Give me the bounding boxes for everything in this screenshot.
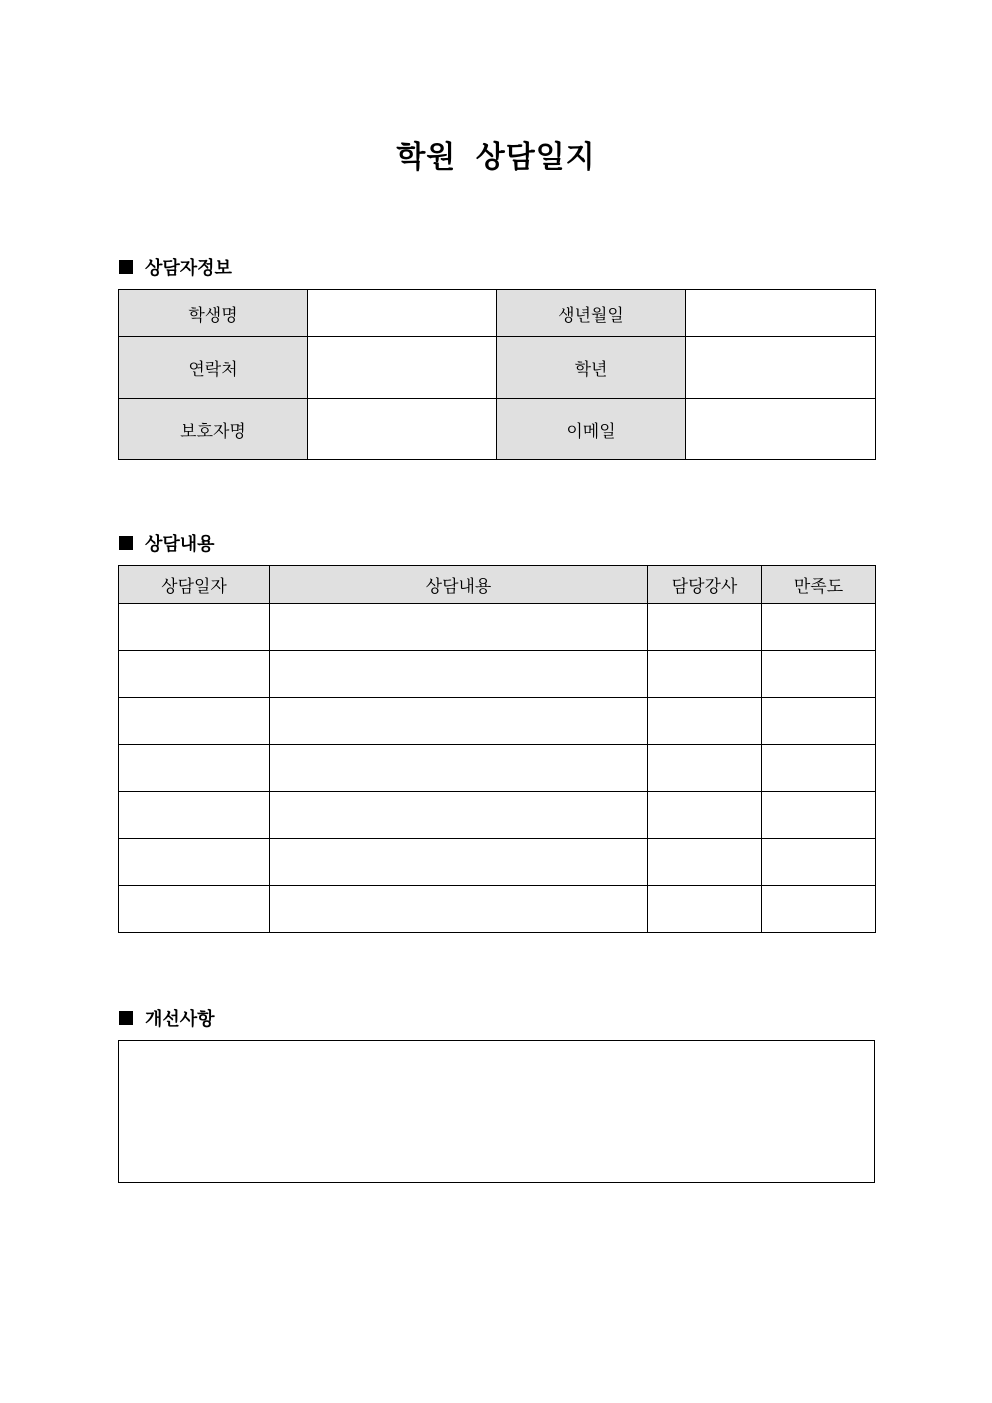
label-birthdate: 생년월일 xyxy=(497,290,686,337)
date-cell[interactable] xyxy=(119,745,270,792)
label-grade: 학년 xyxy=(497,337,686,399)
satisfaction-cell[interactable] xyxy=(762,698,876,745)
instructor-cell[interactable] xyxy=(648,745,762,792)
instructor-cell[interactable] xyxy=(648,698,762,745)
student-name-field[interactable] xyxy=(308,290,497,337)
improvements-textbox[interactable] xyxy=(118,1040,875,1183)
section-heading-label: 상담내용 xyxy=(145,534,215,555)
guardian-name-field[interactable] xyxy=(308,399,497,460)
date-cell[interactable] xyxy=(119,792,270,839)
table-header-row xyxy=(119,566,876,604)
content-cell[interactable] xyxy=(270,651,648,698)
table-row xyxy=(119,337,876,399)
satisfaction-cell[interactable] xyxy=(762,745,876,792)
consultation-table xyxy=(118,565,876,933)
content-cell[interactable] xyxy=(270,886,648,933)
column-header-content: 상담내용 xyxy=(270,566,648,604)
square-bullet-icon xyxy=(119,260,133,274)
table-row xyxy=(119,290,876,337)
content-cell[interactable] xyxy=(270,839,648,886)
instructor-cell[interactable] xyxy=(648,651,762,698)
label-contact: 연락처 xyxy=(119,337,308,399)
grade-field[interactable] xyxy=(686,337,876,399)
table-row xyxy=(119,698,876,745)
section-heading-info xyxy=(119,254,232,280)
instructor-cell[interactable] xyxy=(648,792,762,839)
content-cell[interactable] xyxy=(270,698,648,745)
satisfaction-cell[interactable] xyxy=(762,792,876,839)
date-cell[interactable] xyxy=(119,698,270,745)
section-heading-improvements xyxy=(119,1005,215,1031)
date-cell[interactable] xyxy=(119,886,270,933)
table-row xyxy=(119,886,876,933)
column-header-satisfaction: 만족도 xyxy=(762,566,876,604)
counselee-info-table xyxy=(118,289,876,460)
table-row xyxy=(119,839,876,886)
contact-field[interactable] xyxy=(308,337,497,399)
birthdate-field[interactable] xyxy=(686,290,876,337)
instructor-cell[interactable] xyxy=(648,839,762,886)
date-cell[interactable] xyxy=(119,651,270,698)
instructor-cell[interactable] xyxy=(648,604,762,651)
section-heading-label: 상담자정보 xyxy=(145,258,232,279)
square-bullet-icon xyxy=(119,1011,133,1025)
table-row xyxy=(119,792,876,839)
table-row xyxy=(119,745,876,792)
column-header-instructor: 담당강사 xyxy=(648,566,762,604)
table-row xyxy=(119,399,876,460)
content-cell[interactable] xyxy=(270,745,648,792)
date-cell[interactable] xyxy=(119,839,270,886)
content-cell[interactable] xyxy=(270,792,648,839)
label-guardian-name: 보호자명 xyxy=(119,399,308,460)
label-student-name: 학생명 xyxy=(119,290,308,337)
satisfaction-cell[interactable] xyxy=(762,886,876,933)
section-heading-label: 개선사항 xyxy=(145,1009,215,1030)
label-email: 이메일 xyxy=(497,399,686,460)
satisfaction-cell[interactable] xyxy=(762,839,876,886)
email-field[interactable] xyxy=(686,399,876,460)
instructor-cell[interactable] xyxy=(648,886,762,933)
section-heading-consultation xyxy=(119,530,215,556)
satisfaction-cell[interactable] xyxy=(762,651,876,698)
content-cell[interactable] xyxy=(270,604,648,651)
page-title: 학원 상담일지 xyxy=(396,140,596,175)
table-row xyxy=(119,604,876,651)
table-row xyxy=(119,651,876,698)
date-cell[interactable] xyxy=(119,604,270,651)
square-bullet-icon xyxy=(119,536,133,550)
column-header-date: 상담일자 xyxy=(119,566,270,604)
satisfaction-cell[interactable] xyxy=(762,604,876,651)
